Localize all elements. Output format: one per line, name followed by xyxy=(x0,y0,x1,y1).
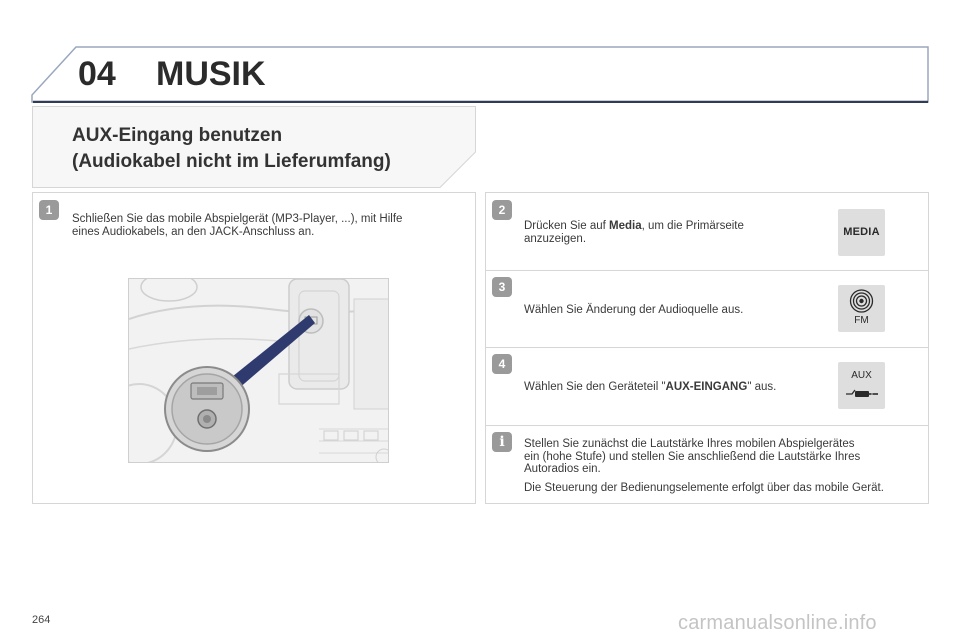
step1-text-line1: Schließen Sie das mobile Abspielgerät (MP3-Player, ...), mit Hilfe xyxy=(72,213,403,225)
section-heading xyxy=(32,106,476,188)
media-button-icon xyxy=(838,209,885,256)
fm-button-label: FM xyxy=(854,315,869,326)
info-text-line2: ein (hohe Stufe) und stellen Sie anschließend die Lautstärke Ihres xyxy=(524,450,861,463)
media-button-label: MEDIA xyxy=(843,226,880,238)
step1-text-line2: eines Audiokabels, an den JACK-Anschluss an. xyxy=(72,225,315,238)
jack-socket-illustration xyxy=(128,278,389,463)
step4-badge: 4 xyxy=(492,354,512,374)
chapter-header xyxy=(30,45,930,103)
info-text-line3: Autoradios ein. xyxy=(524,463,601,475)
step3-text: Wählen Sie Änderung der Audioquelle aus. xyxy=(524,304,744,316)
jack-plug-icon xyxy=(838,362,885,409)
step1-badge: 1 xyxy=(39,200,59,220)
step4-text-bold: AUX-EINGANG xyxy=(665,381,748,393)
step2-text-suffix: , um die Primärseite xyxy=(641,220,744,232)
step2-text xyxy=(524,220,814,245)
chapter-number: 04 xyxy=(78,55,116,93)
step3-badge: 3 xyxy=(492,277,512,297)
info-icon: i xyxy=(492,432,512,452)
fm-button-icon xyxy=(838,285,885,332)
step2-text-prefix: Drücken Sie auf xyxy=(524,220,610,232)
step2-badge: 2 xyxy=(492,200,512,220)
info-text xyxy=(524,438,924,494)
section-title xyxy=(72,123,472,175)
step-divider xyxy=(486,425,928,426)
step2-text-bold: Media xyxy=(609,220,642,232)
aux-button-icon xyxy=(838,362,885,409)
section-title-line1: AUX-Eingang benutzen xyxy=(72,125,283,146)
chapter-title: MUSIK xyxy=(156,55,266,93)
watermark: carmanualsonline.info xyxy=(678,612,877,634)
section-title-line2: (Audiokabel nicht im Lieferumfang) xyxy=(72,151,391,172)
page-number: 264 xyxy=(32,614,51,626)
aux-button-label: AUX xyxy=(851,370,872,381)
step-divider xyxy=(486,270,928,271)
step4-text-suffix: " aus. xyxy=(747,381,777,393)
step-divider xyxy=(486,347,928,348)
info-text-line1: Stellen Sie zunächst die Lautstärke Ihres mobilen Abspielgerätes xyxy=(524,438,855,450)
step1-text xyxy=(72,213,467,238)
step4-text-prefix: Wählen Sie den Geräteteil " xyxy=(524,381,666,393)
info-text-line4: Die Steuerung der Bedienungselemente erfolgt über das mobile Gerät. xyxy=(524,481,884,494)
step2-text-line1 xyxy=(524,220,814,233)
step4-text xyxy=(524,381,824,394)
step2-text-line2: anzuzeigen. xyxy=(524,232,587,245)
console-drawing xyxy=(129,279,389,463)
